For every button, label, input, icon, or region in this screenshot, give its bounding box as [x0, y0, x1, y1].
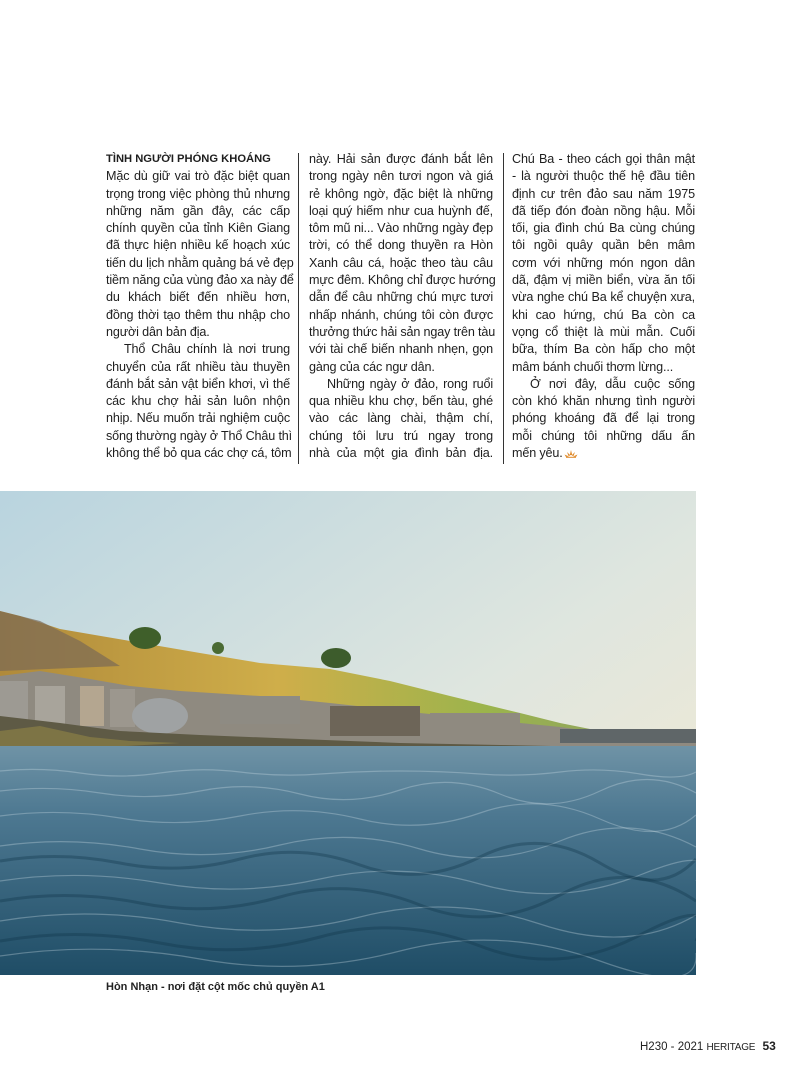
text-line-content: này. Hải sản được đánh bắt lên: [309, 152, 493, 166]
text-line-content: mâm bánh chuối thơm lừng...: [512, 359, 674, 374]
text-line-content: mực đêm. Không chỉ được hướng: [309, 273, 496, 288]
text-line-content: du khách biết đến nhiều hơn,: [106, 290, 290, 305]
text-line: [106, 393, 290, 410]
text-line-content: loại quý hiếm như cua huỳnh đế,: [309, 203, 493, 218]
text-line: [106, 445, 290, 462]
column-divider: [298, 153, 299, 464]
text-line: [309, 151, 493, 168]
text-line: [106, 341, 290, 358]
text-line-content: mến yêu.: [512, 446, 563, 461]
text-line: [309, 255, 493, 272]
text-line-content: vào các làng chài, thậm chí,: [309, 411, 493, 426]
island-photo: [0, 491, 696, 975]
text-line: [512, 168, 695, 185]
text-line-content: Mặc dù giữ vai trò đặc biệt quan: [106, 169, 290, 184]
text-line-content: tiến du lịch nhằm quảng bá vẻ đẹp: [106, 255, 294, 270]
article-column-1: [106, 151, 294, 462]
text-line: [106, 168, 290, 185]
text-line: [106, 220, 290, 237]
text-line-content: Thổ Châu chính là nơi trung: [124, 342, 290, 357]
text-line: [512, 186, 695, 203]
text-line-content: đồng thời tạo thêm thu nhập cho: [106, 307, 290, 322]
text-line: [512, 428, 695, 445]
text-line: [106, 410, 290, 427]
text-line: [512, 289, 695, 306]
text-line: [106, 255, 294, 272]
text-line: [309, 445, 493, 462]
text-line: [309, 359, 493, 376]
text-line-content: nhấp nhánh, chúng tôi còn được: [309, 307, 493, 322]
photo-caption: Hòn Nhạn - nơi đặt cột mốc chủ quyền A1: [106, 981, 325, 993]
text-line-content: sống thường ngày ở Thổ Châu thì: [106, 428, 293, 443]
magazine-name: HERITAGE: [706, 1042, 756, 1053]
text-line-content: - là người thuộc thế hệ đầu tiên: [512, 169, 695, 184]
text-line-content: tối, gia đình chú Ba cùng chúng: [512, 221, 695, 236]
text-line-content: đã thực hiện nhiều kế hoạch xúc: [106, 238, 290, 253]
text-line-content: đã tiếp đón đoàn nồng hậu. Mỗi: [512, 203, 695, 218]
page-footer: [640, 1039, 776, 1053]
text-line-content: còn khó khăn nhưng tình người: [512, 394, 695, 409]
text-line: [512, 255, 695, 272]
text-line: [309, 186, 493, 203]
text-line-content: bữa, thím Ba còn hấp cho một: [512, 342, 695, 357]
text-line-content: những năm gần đây, các cấp: [106, 203, 290, 218]
text-line-content: rẻ không ngờ, đặc biệt là những: [309, 186, 493, 201]
text-line-content: thưởng thức hải sản ngay trên tàu: [309, 324, 496, 339]
text-line: [309, 237, 493, 254]
text-line-content: vọng cổ thiệt là mùi mẫn. Cuối: [512, 324, 695, 339]
page-number: 53: [762, 1039, 776, 1053]
section-heading: [106, 151, 290, 168]
text-line-content: trời, có thể dong thuyền ra Hòn: [309, 238, 493, 253]
text-line: [512, 410, 695, 427]
lotus-end-mark-icon: [564, 449, 578, 458]
text-line-content: trọng trong việc phòng thủ nhưng: [106, 186, 290, 201]
text-line: [106, 376, 290, 393]
text-line: [512, 203, 695, 220]
text-line: [309, 220, 493, 237]
text-line: [309, 203, 493, 220]
text-line: [309, 376, 493, 393]
text-line-content: tôi ngồi quây quần bên mâm: [512, 238, 695, 253]
text-line-content: các khu chợ hải sản luôn nhộn: [106, 394, 290, 409]
text-line: [512, 445, 695, 462]
text-line-content: chính quyền của tỉnh Kiên Giang: [106, 221, 290, 236]
text-line: [309, 307, 493, 324]
text-line-content: chuyển của rất nhiều tàu thuyền: [106, 359, 290, 374]
text-line-content: đánh bắt sản vật biển khơi, vì thế: [106, 376, 290, 391]
text-line: [309, 428, 493, 445]
text-line: [512, 324, 695, 341]
text-line-content: với tài chế biến nhanh nhẹn, gọn: [309, 342, 493, 357]
text-line: [309, 272, 496, 289]
text-line-content: qua nhiều khu chợ, bến tàu, ghé: [309, 394, 493, 409]
text-line-content: dẫn để câu những chú mực tươi: [309, 290, 493, 305]
text-line: [106, 359, 290, 376]
text-line-content: dã, đậm vị miền biển, vừa ăn tối: [512, 273, 695, 288]
text-line: [512, 393, 695, 410]
text-line-content: khi cao hứng, chú Ba còn ca: [512, 307, 695, 322]
text-line-content: tiềm năng của vùng đảo xa này để: [106, 273, 294, 288]
text-line: [106, 203, 290, 220]
text-line: [512, 220, 695, 237]
text-line-content: Chú Ba - theo cách gọi thân mật: [512, 152, 695, 166]
text-line-content: Xanh câu cá, hoặc theo tàu câu: [309, 255, 493, 270]
text-line-content: gàng của các ngư dân.: [309, 359, 435, 374]
text-line: [309, 289, 493, 306]
text-line-content: nhà của một gia đình bản địa.: [309, 446, 493, 461]
text-line: [309, 410, 493, 427]
text-line: [106, 428, 293, 445]
column-divider: [503, 153, 504, 464]
text-line: [512, 151, 695, 168]
text-line: [106, 324, 290, 341]
text-line: [309, 341, 493, 358]
text-line: [106, 237, 290, 254]
text-line-content: không thể bỏ qua các chợ cá, tôm: [106, 446, 292, 461]
article-column-2: [309, 151, 496, 462]
text-line: [106, 272, 294, 289]
text-line-content: Ở nơi đây, dẫu cuộc sống: [530, 376, 695, 391]
text-line-content: TÌNH NGƯỜI PHÓNG KHOÁNG: [106, 153, 271, 165]
text-line: [106, 186, 290, 203]
text-line-content: người dân bản địa.: [106, 324, 210, 339]
article-column-3: [512, 151, 695, 462]
text-line-content: định cư trên đảo sau năm 1975: [512, 186, 695, 201]
text-line-content: cơm với những món ngon dân: [512, 255, 695, 270]
text-line-content: mỗi chúng tôi những dấu ấn: [512, 428, 695, 443]
text-line: [512, 272, 695, 289]
issue-number: H230 - 2021: [640, 1041, 704, 1053]
text-line-content: Những ngày ở đảo, rong ruổi: [327, 376, 493, 391]
text-line: [512, 237, 695, 254]
text-line-content: chúng tôi lưu trú ngay trong: [309, 428, 493, 443]
text-line-content: trong ngày nên tươi ngon và giá: [309, 169, 493, 184]
text-line: [309, 168, 493, 185]
text-line-content: nhịp. Nếu muốn trải nghiệm cuộc: [106, 411, 290, 426]
text-line: [512, 307, 695, 324]
text-line-content: phóng khoáng đã để lại trong: [512, 411, 695, 426]
text-line: [512, 359, 695, 376]
text-line-content: vừa nghe chú Ba kể chuyện xưa,: [512, 290, 695, 305]
text-line: [106, 289, 290, 306]
text-line: [512, 341, 695, 358]
text-line: [512, 376, 695, 393]
text-line: [106, 307, 290, 324]
text-line: [309, 324, 496, 341]
text-line-content: tôm mũ ni... Vào những ngày đẹp: [309, 221, 493, 236]
text-line: [309, 393, 493, 410]
